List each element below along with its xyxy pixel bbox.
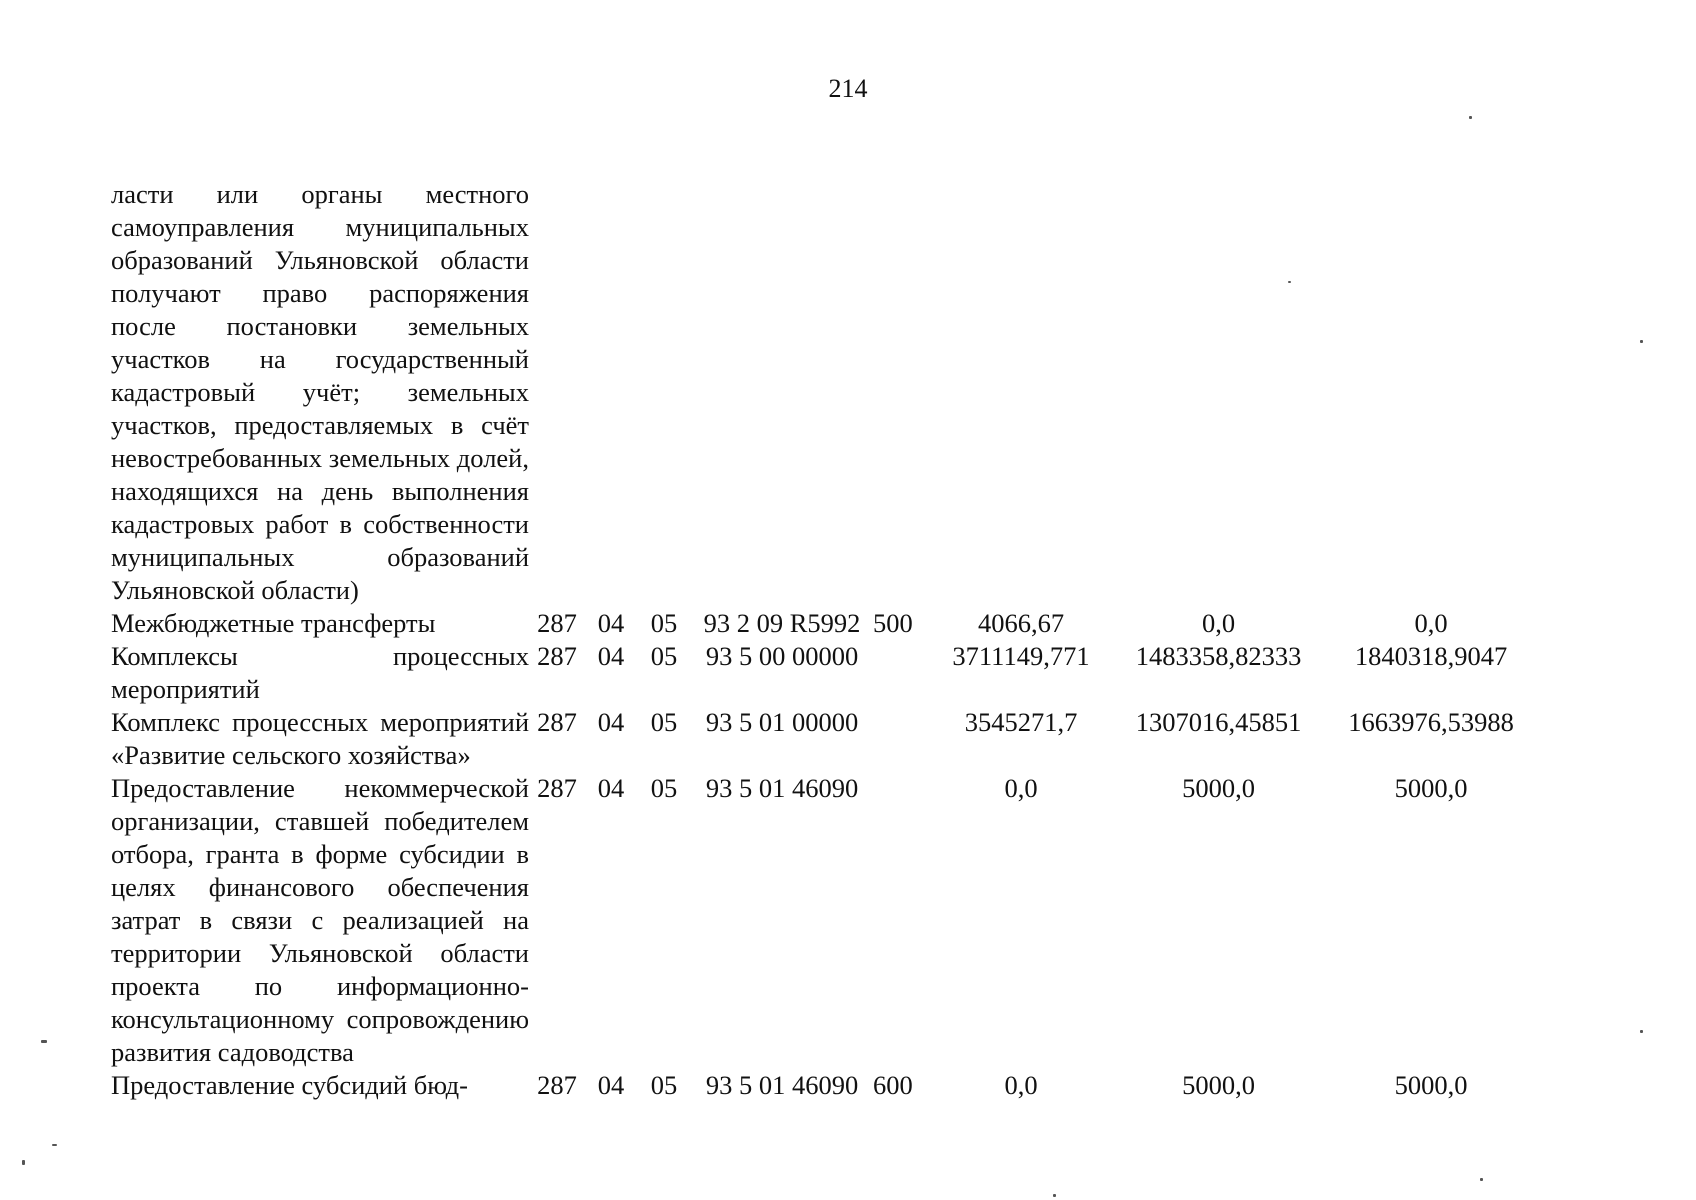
row-target-article: 93 2 09 R5992 xyxy=(703,608,861,638)
row-section-code: 04 xyxy=(597,773,625,803)
row-amount-3: 5000,0 xyxy=(1394,773,1468,803)
row-subsection-code: 05 xyxy=(650,1070,678,1100)
table-row xyxy=(111,1069,1536,1102)
row-admin-code: 287 xyxy=(537,641,577,671)
row-target-article: 93 5 01 46090 xyxy=(705,1070,859,1100)
row-amount-3: 1840318,9047 xyxy=(1354,641,1508,671)
scan-speck xyxy=(1640,1030,1643,1033)
row-subsection-code: 05 xyxy=(650,773,678,803)
row-section-code: 04 xyxy=(597,608,625,638)
row-admin-code: 287 xyxy=(537,1070,577,1100)
row-section-code: 04 xyxy=(597,1070,625,1100)
budget-table xyxy=(111,178,1536,1102)
row-amount-2: 1483358,82333 xyxy=(1135,641,1302,671)
row-expense-type: 500 xyxy=(873,608,913,638)
row-amount-2: 0,0 xyxy=(1201,608,1236,638)
scan-speck xyxy=(1053,1194,1056,1197)
table-row xyxy=(111,772,1536,1069)
row-expense-type xyxy=(873,178,931,607)
row-amount-1: 3545271,7 xyxy=(964,707,1078,737)
row-amount-1: 0,0 xyxy=(1004,773,1038,803)
row-amount-1: 4066,67 xyxy=(977,608,1065,638)
table-row xyxy=(111,706,1536,772)
row-name: Комплекс процессных мероприятий «Развитие сельского хозяйства» xyxy=(111,707,529,770)
row-amount-3: 1663976,53988 xyxy=(1348,707,1514,737)
row-amount-3: 0,0 xyxy=(1414,608,1448,638)
row-target-article: 93 5 00 00000 xyxy=(705,641,859,671)
row-amount-1 xyxy=(931,178,1111,607)
row-section-code xyxy=(585,178,637,607)
row-name: Межбюджетные трансферты xyxy=(111,608,436,638)
row-amount-1: 3711149,771 xyxy=(952,641,1090,671)
row-amount-3: 5000,0 xyxy=(1394,1070,1468,1100)
row-name: Комплексы процессных мероприятий xyxy=(111,641,529,704)
scan-speck xyxy=(1480,1178,1483,1181)
row-subsection-code: 05 xyxy=(650,641,678,671)
row-name: Предоставление субсидий бюд- xyxy=(111,1070,468,1100)
row-expense-type: 600 xyxy=(873,1070,913,1100)
row-amount-1: 0,0 xyxy=(1004,1070,1038,1100)
row-subsection-code: 05 xyxy=(650,608,678,638)
row-admin-code xyxy=(529,178,585,607)
row-subsection-code: 05 xyxy=(650,707,678,737)
row-target-article xyxy=(691,178,873,607)
scan-speck xyxy=(1288,281,1291,283)
table-row xyxy=(111,607,1536,640)
table-row xyxy=(111,640,1536,706)
row-amount-2: 5000,0 xyxy=(1182,773,1255,803)
page-number: 214 xyxy=(828,74,868,103)
row-amount-3 xyxy=(1326,178,1536,607)
row-target-article: 93 5 01 46090 xyxy=(705,773,859,803)
table-row xyxy=(111,178,1536,607)
scan-speck xyxy=(52,1144,57,1146)
row-amount-2: 5000,0 xyxy=(1182,1070,1255,1100)
scan-speck xyxy=(22,1160,25,1165)
row-expense-type xyxy=(873,772,931,1069)
row-section-code: 04 xyxy=(597,707,625,737)
row-subsection-code xyxy=(637,178,691,607)
row-section-code: 04 xyxy=(597,641,625,671)
row-expense-type xyxy=(873,706,931,772)
scan-speck xyxy=(1469,116,1472,119)
row-admin-code: 287 xyxy=(537,773,577,803)
row-amount-2: 1307016,45851 xyxy=(1135,707,1302,737)
row-admin-code: 287 xyxy=(537,707,577,737)
row-target-article: 93 5 01 00000 xyxy=(705,707,859,737)
row-name: ласти или органы местного самоуправления муниципальных образований Ульяновской области получают право распоряжения после постановки земельных участков на государственный кадастровый учёт; земельных участков, предоставляемых в счёт невостребованных земельных долей, находящихся на день выполнения кадастровых работ в собственности муниципальных образований Ульяновской области) xyxy=(111,179,529,605)
scan-speck xyxy=(1640,340,1643,343)
row-name: Предоставление некоммерческой организации, ставшей победителем отбора, гранта в форме субсидии в целях финансового обеспечения затрат в связи с реализацией на территории Ульяновской области проекта по информационно-консультационному сопровождению развития садоводства xyxy=(111,773,529,1067)
row-expense-type xyxy=(873,640,931,706)
row-admin-code: 287 xyxy=(537,608,577,638)
row-amount-2 xyxy=(1111,178,1326,607)
scan-speck xyxy=(41,1040,47,1043)
